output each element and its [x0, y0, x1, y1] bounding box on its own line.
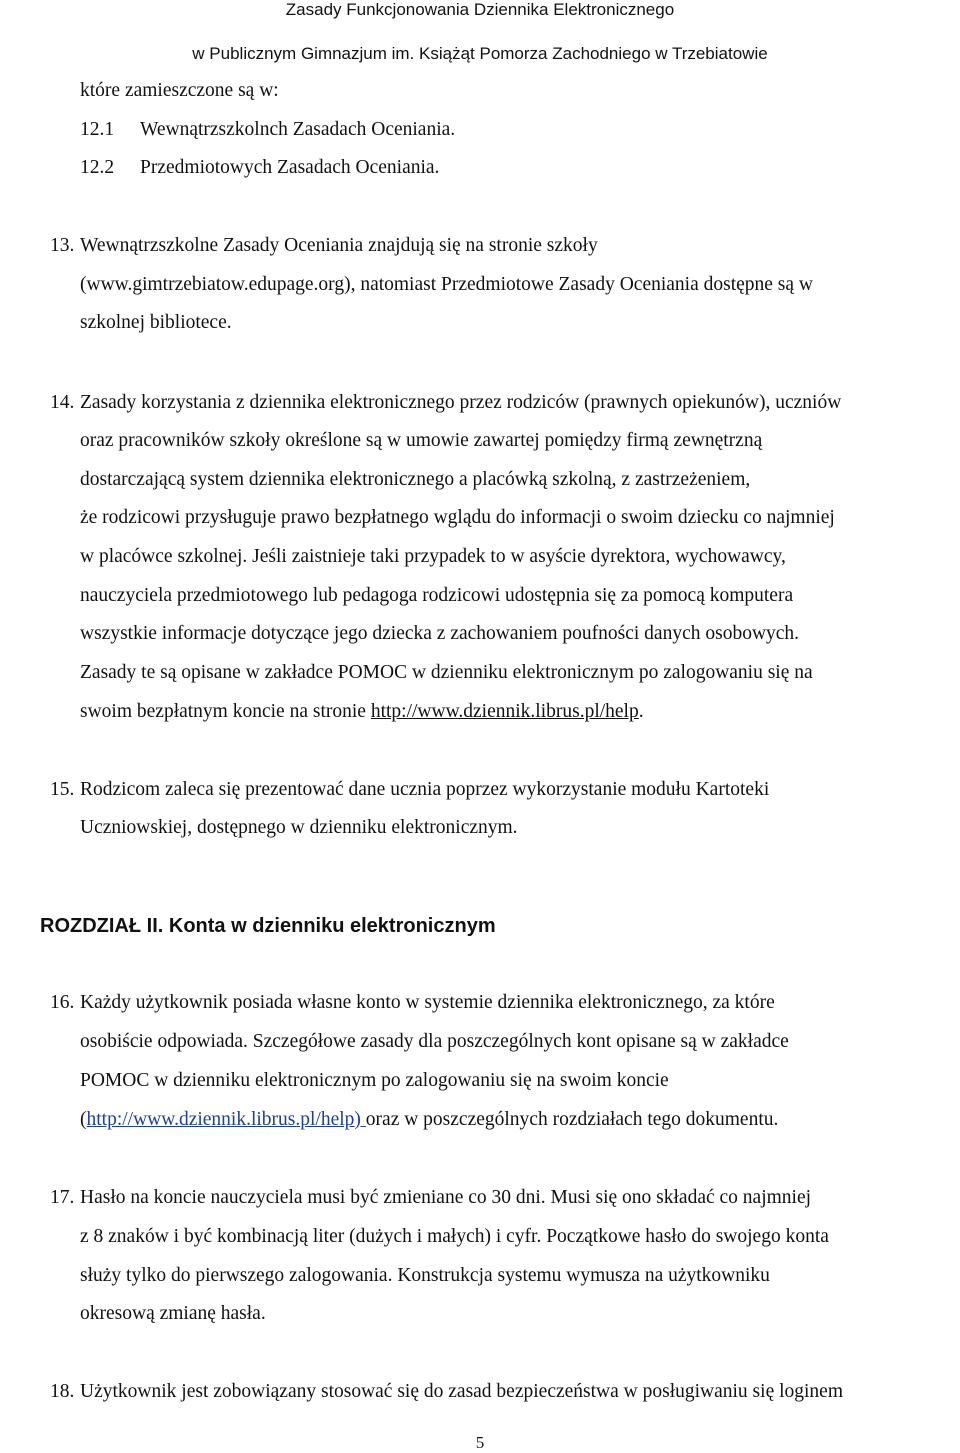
paragraph-line: w placówce szkolnej. Jeśli zaistnieje taki przypadek to w asyście dyrektora, wychowawcy,	[80, 546, 786, 567]
header-subtitle: w Publicznym Gimnazjum im. Książąt Pomorza Zachodniego w Trzebiatowie	[192, 44, 768, 63]
paragraph-number: 14.	[50, 392, 75, 413]
paragraph-line: osobiście odpowiada. Szczegółowe zasady dla poszczególnych kont opisane są w zakładce	[80, 1031, 789, 1052]
paragraph-line: wszystkie informacje dotyczące jego dziecka z zachowaniem poufności danych osobowych.	[80, 623, 800, 644]
sub-item-text: Przedmiotowych Zasadach Oceniania.	[140, 157, 440, 178]
paragraph-number: 13.	[50, 235, 75, 256]
paragraph-line: nauczyciela przedmiotowego lub pedagoga rodzicowi udostępnia się za pomocą komputera	[80, 585, 794, 606]
paragraph-line: okresową zmianę hasła.	[80, 1303, 266, 1324]
librus-help-link[interactable]: http://www.dziennik.librus.pl/help	[370, 701, 639, 722]
paragraph-line	[80, 1110, 778, 1130]
sub-item-number: 12.2	[80, 157, 115, 178]
paragraph-number: 17.	[50, 1187, 75, 1208]
paragraph-number: 15.	[50, 779, 75, 800]
paragraph-number: 18.	[50, 1381, 75, 1402]
paragraph-line: że rodzicowi przysługuje prawo bezpłatnego wglądu do informacji o swoim dziecku co najmniej	[80, 507, 835, 528]
paragraph-line: POMOC w dzienniku elektronicznym po zalogowaniu się na swoim koncie	[80, 1070, 669, 1091]
page-number: 5	[475, 1433, 485, 1452]
intro-line: które zamieszczone są w:	[80, 80, 279, 101]
paragraph-line: Zasady te są opisane w zakładce POMOC w dzienniku elektronicznym po zalogowaniu się na	[80, 662, 813, 683]
paragraph-line: dostarczającą system dziennika elektronicznego a placówką szkolną, z zastrzeżeniem,	[80, 469, 751, 490]
line-text: (	[80, 1109, 87, 1130]
paragraph-line: Wewnątrzszkolne Zasady Oceniania znajdują się na stronie szkoły	[80, 235, 598, 256]
paragraph-line: Hasło na koncie nauczyciela musi być zmieniane co 30 dni. Musi się ono składać co najmniej	[80, 1187, 812, 1208]
paragraph-line: oraz pracowników szkoły określone są w umowie zawartej pomiędzy firmą zewnętrzną	[80, 430, 763, 451]
paragraph-line: Każdy użytkownik posiada własne konto w systemie dziennika elektronicznego, za które	[80, 992, 775, 1013]
paragraph-line: Rodzicom zaleca się prezentować dane ucznia poprzez wykorzystanie modułu Kartoteki	[80, 779, 770, 800]
librus-help-link[interactable]: http://www.dziennik.librus.pl/help)	[86, 1109, 366, 1130]
paragraph-line: Zasady korzystania z dziennika elektronicznego przez rodziców (prawnych opiekunów), uczniów	[80, 392, 842, 413]
sub-item-number: 12.1	[80, 119, 115, 140]
paragraph-line: Uczniowskiej, dostępnego w dzienniku elektronicznym.	[80, 817, 518, 838]
line-text: swoim bezpłatnym koncie na stronie	[80, 701, 371, 722]
paragraph-line: Użytkownik jest zobowiązany stosować się do zasad bezpieczeństwa w posługiwaniu się loginem	[80, 1381, 844, 1402]
paragraph-line: szkolnej bibliotece.	[80, 312, 232, 333]
sub-item-text: Wewnątrzszkolnch Zasadach Oceniania.	[140, 119, 456, 140]
paragraph-number: 16.	[50, 992, 75, 1013]
paragraph-line: z 8 znaków i być kombinacją liter (dużych i małych) i cyfr. Początkowe hasło do swojego konta	[80, 1226, 829, 1247]
header-title: Zasady Funkcjonowania Dziennika Elektronicznego	[285, 0, 675, 19]
paragraph-line: (www.gimtrzebiatow.edupage.org), natomiast Przedmiotowe Zasady Oceniania dostępne są w	[80, 274, 814, 295]
paragraph-line	[80, 702, 644, 722]
line-text: .	[638, 701, 644, 722]
paragraph-line: służy tylko do pierwszego zalogowania. Konstrukcja systemu wymusza na użytkowniku	[80, 1265, 770, 1286]
line-text: oraz w poszczególnych rozdziałach tego dokumentu.	[365, 1109, 779, 1130]
chapter-heading: ROZDZIAŁ II. Konta w dzienniku elektronicznym	[40, 915, 496, 937]
